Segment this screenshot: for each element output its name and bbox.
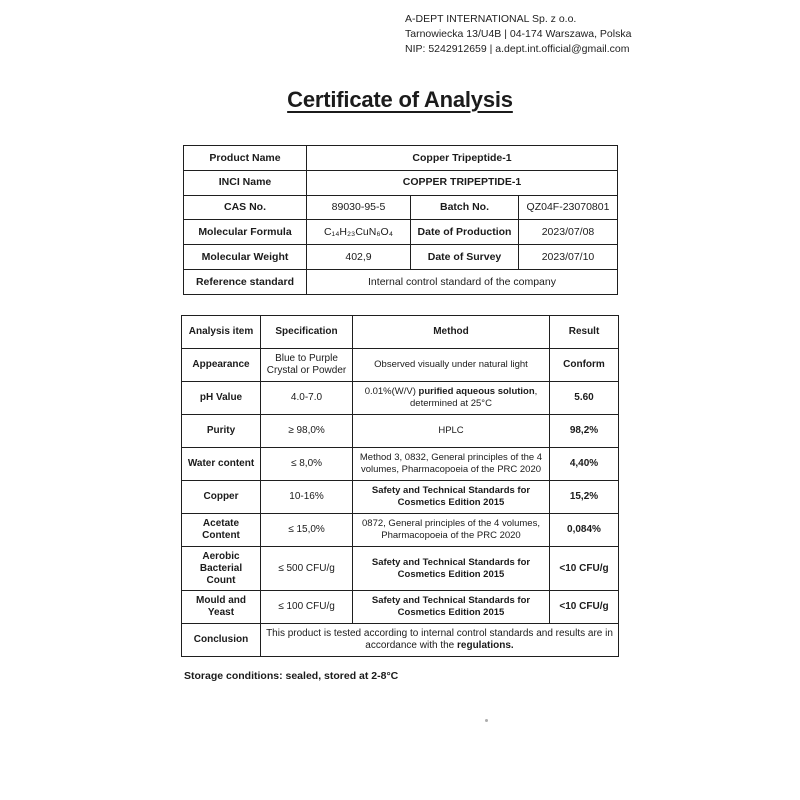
purity-result: 98,2% (550, 415, 619, 448)
cas-no-label: CAS No. (184, 195, 307, 220)
acetate-method: 0872, General principles of the 4 volumes, Pharmacopoeia of the PRC 2020 (353, 514, 550, 547)
acetate-item: Acetate Content (182, 514, 261, 547)
date-of-production-label: Date of Production (411, 220, 519, 245)
date-of-survey-label: Date of Survey (411, 245, 519, 270)
product-info-table (183, 145, 618, 295)
analysis-row-purity (182, 415, 619, 448)
product-name-row (184, 146, 618, 171)
ph-item: pH Value (182, 382, 261, 415)
product-name-value: Copper Tripeptide-1 (307, 146, 618, 171)
inci-name-row (184, 170, 618, 195)
copper-result: 15,2% (550, 481, 619, 514)
analysis-row-acetate (182, 514, 619, 547)
analysis-header-row (182, 316, 619, 349)
appearance-spec: Blue to Purple Crystal or Powder (261, 349, 353, 382)
batch-no-value: QZ04F-23070801 (519, 195, 618, 220)
conclusion-label: Conclusion (182, 624, 261, 657)
ph-result: 5.60 (550, 382, 619, 415)
analysis-row-ph (182, 382, 619, 415)
analysis-row-appearance (182, 349, 619, 382)
formula-production-row (184, 220, 618, 245)
aerobic-spec: ≤ 500 CFU/g (261, 547, 353, 591)
analysis-row-mould (182, 591, 619, 624)
cas-no-value: 89030-95-5 (307, 195, 411, 220)
reference-standard-value: Internal control standard of the company (307, 269, 618, 294)
purity-method: HPLC (353, 415, 550, 448)
analysis-table (181, 315, 619, 657)
batch-no-label: Batch No. (411, 195, 519, 220)
analysis-row-conclusion (182, 624, 619, 657)
analysis-row-water-content (182, 448, 619, 481)
document-title (0, 87, 800, 113)
molecular-formula-value: C₁₄H₂₃CuN₆O₄ (307, 220, 411, 245)
header-method: Method (353, 316, 550, 349)
letterhead (405, 12, 631, 57)
water-content-item: Water content (182, 448, 261, 481)
mould-method: Safety and Technical Standards for Cosmetics Edition 2015 (353, 591, 550, 624)
aerobic-method: Safety and Technical Standards for Cosmetics Edition 2015 (353, 547, 550, 591)
ph-spec: 4.0-7.0 (261, 382, 353, 415)
storage-conditions: Storage conditions: sealed, stored at 2-8°C (184, 670, 399, 682)
copper-item: Copper (182, 481, 261, 514)
ph-method: 0.01%(W/V) purified aqueous solution, determined at 25°C (353, 382, 550, 415)
header-analysis-item: Analysis item (182, 316, 261, 349)
scan-artifact-dot (485, 719, 488, 722)
weight-survey-row (184, 245, 618, 270)
inci-name-label: INCI Name (184, 170, 307, 195)
document-title-text: Certificate of Analysis (287, 87, 513, 112)
purity-spec: ≥ 98,0% (261, 415, 353, 448)
aerobic-item: Aerobic Bacterial Count (182, 547, 261, 591)
mould-spec: ≤ 100 CFU/g (261, 591, 353, 624)
product-name-label: Product Name (184, 146, 307, 171)
copper-spec: 10-16% (261, 481, 353, 514)
header-result: Result (550, 316, 619, 349)
water-content-method: Method 3, 0832, General principles of the 4 volumes, Pharmacopoeia of the PRC 2020 (353, 448, 550, 481)
header-specification: Specification (261, 316, 353, 349)
date-of-survey-value: 2023/07/10 (519, 245, 618, 270)
acetate-result: 0,084% (550, 514, 619, 547)
molecular-weight-value: 402,9 (307, 245, 411, 270)
molecular-weight-label: Molecular Weight (184, 245, 307, 270)
date-of-production-value: 2023/07/08 (519, 220, 618, 245)
molecular-formula-label: Molecular Formula (184, 220, 307, 245)
reference-standard-label: Reference standard (184, 269, 307, 294)
appearance-method: Observed visually under natural light (353, 349, 550, 382)
acetate-spec: ≤ 15,0% (261, 514, 353, 547)
cas-batch-row (184, 195, 618, 220)
analysis-row-copper (182, 481, 619, 514)
reference-standard-row (184, 269, 618, 294)
company-contact: NIP: 5242912659 | a.dept.int.official@gmail.com (405, 43, 630, 55)
mould-result: <10 CFU/g (550, 591, 619, 624)
purity-item: Purity (182, 415, 261, 448)
inci-name-value: COPPER TRIPEPTIDE-1 (307, 170, 618, 195)
aerobic-result: <10 CFU/g (550, 547, 619, 591)
water-content-spec: ≤ 8,0% (261, 448, 353, 481)
copper-method: Safety and Technical Standards for Cosmetics Edition 2015 (353, 481, 550, 514)
company-address: Tarnowiecka 13/U4B | 04-174 Warszawa, Polska (405, 28, 632, 40)
mould-item: Mould and Yeast (182, 591, 261, 624)
water-content-result: 4,40% (550, 448, 619, 481)
analysis-row-aerobic (182, 547, 619, 591)
company-name: A-DEPT INTERNATIONAL Sp. z o.o. (405, 13, 577, 25)
appearance-item: Appearance (182, 349, 261, 382)
appearance-result: Conform (550, 349, 619, 382)
conclusion-text: This product is tested according to internal control standards and results are in accordance with the regulations. (261, 624, 619, 657)
